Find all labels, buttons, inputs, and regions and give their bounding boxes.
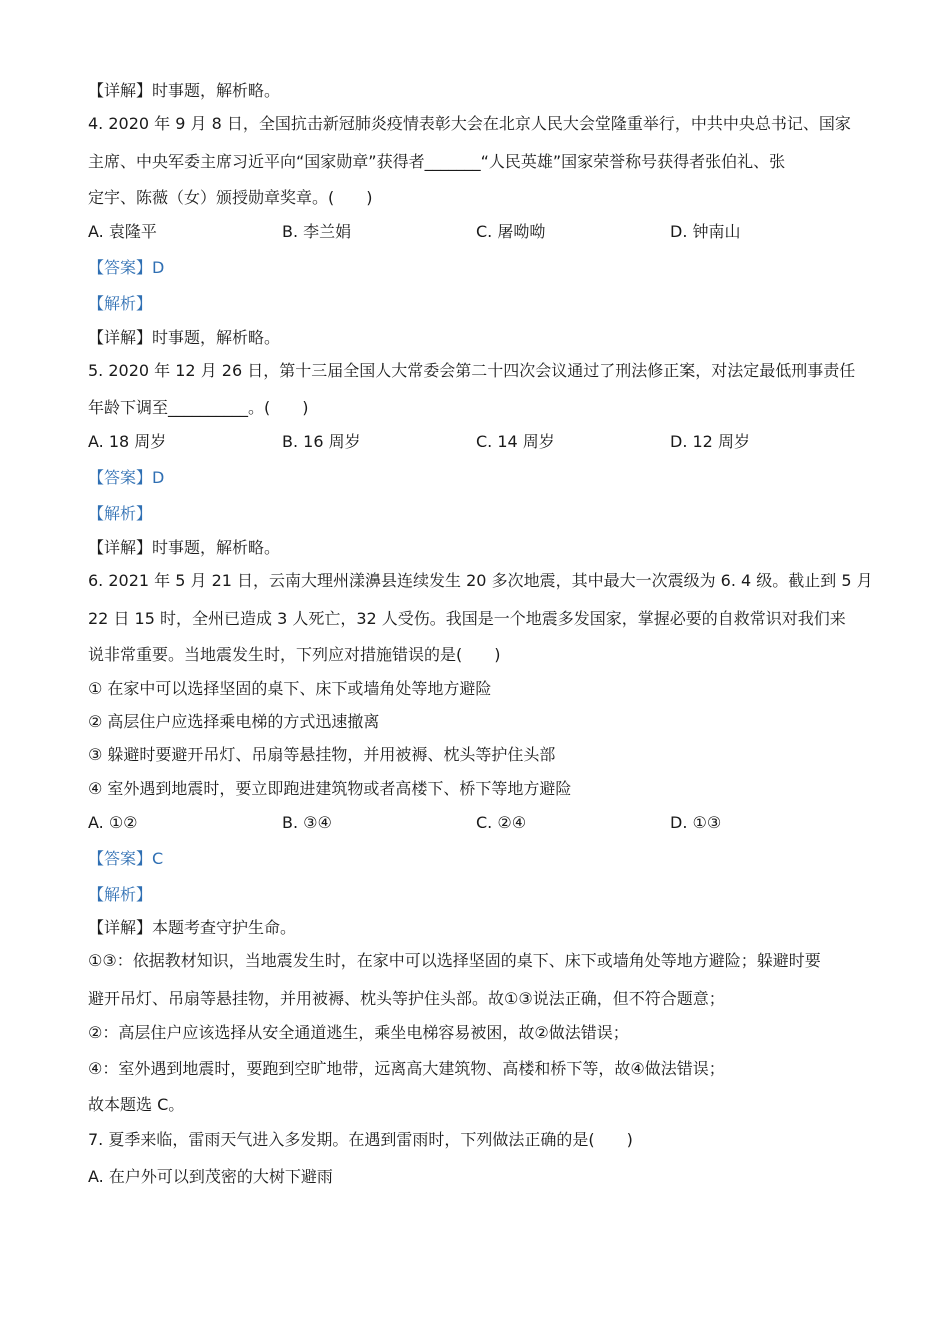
q6-item-3: ③ 躲避时要避开吊灯、吊扇等悬挂物，并用被褥、枕头等护住头部 [88,745,556,764]
q7-option-a: A. 在户外可以到茂密的大树下避雨 [88,1167,333,1186]
q5-options [88,432,868,452]
detail-top: 【详解】时事题，解析略。 [88,81,281,100]
q5-detail: 【详解】时事题，解析略。 [88,538,281,557]
q6-stem-line-2: 22 日 15 时，全州已造成 3 人死亡，32 人受伤。我国是一个地震多发国家，掌握必要的自救常识对我们来 [88,609,846,628]
q5-stem-line-2: 年龄下调至__________。( ) [88,398,309,417]
q5-analysis: 【解析】 [88,504,153,523]
q4-options [88,222,868,242]
q4-option-b: B. 李兰娟 [282,222,352,241]
q6-stem-line-1: 6. 2021 年 5 月 21 日，云南大理州漾濞县连续发生 20 多次地震，其中最大一次震级为 6. 4 级。截止到 5 月 [88,571,873,590]
q5-option-c: C. 14 周岁 [476,432,555,451]
q6-item-1: ① 在家中可以选择坚固的桌下、床下或墙角处等地方避险 [88,679,492,698]
q6-explanation-1: ①③：依据教材知识，当地震发生时，在家中可以选择坚固的桌下、床下或墙角处等地方避险；躲避时要 [88,951,821,970]
q6-explanation-3: ②：高层住户应该选择从安全通道逃生，乘坐电梯容易被困，故②做法错误； [88,1023,629,1042]
q6-option-a: A. ①② [88,813,138,832]
q6-item-2: ② 高层住户应选择乘电梯的方式迅速撤离 [88,712,380,731]
q6-explanation-2: 避开吊灯、吊扇等悬挂物，并用被褥、枕头等护住头部。故①③说法正确，但不符合题意； [88,989,725,1008]
q6-item-4: ④ 室外遇到地震时，要立即跑进建筑物或者高楼下、桥下等地方避险 [88,779,572,798]
q4-option-c: C. 屠呦呦 [476,222,546,241]
q5-option-b: B. 16 周岁 [282,432,361,451]
q6-option-b: B. ③④ [282,813,332,832]
q5-stem-line-1: 5. 2020 年 12 月 26 日，第十三届全国人大常委会第二十四次会议通过了刑法修正案，对法定最低刑事责任 [88,361,856,380]
q6-option-d: D. ①③ [670,813,722,832]
q6-option-c: C. ②④ [476,813,527,832]
q6-stem-line-3: 说非常重要。当地震发生时，下列应对措施错误的是( ) [88,645,501,664]
q6-detail: 【详解】本题考查守护生命。 [88,918,297,937]
q4-stem-line-2: 主席、中央军委主席习近平向“国家勋章”获得者_______“人民英雄”国家荣誉称号获得者张伯礼、张 [88,152,786,171]
q6-answer: 【答案】C [88,849,164,868]
q6-options [88,813,868,833]
q4-analysis: 【解析】 [88,294,153,313]
q4-option-d: D. 钟南山 [670,222,741,241]
q5-option-d: D. 12 周岁 [670,432,750,451]
q6-analysis: 【解析】 [88,885,153,904]
q4-detail: 【详解】时事题，解析略。 [88,328,281,347]
q5-option-a: A. 18 周岁 [88,432,167,451]
q5-answer: 【答案】D [88,468,165,487]
q6-explanation-4: ④：室外遇到地震时，要跑到空旷地带，远离高大建筑物、高楼和桥下等，故④做法错误； [88,1059,725,1078]
q6-explanation-5: 故本题选 C。 [88,1095,185,1114]
q4-stem-line-1: 4. 2020 年 9 月 8 日，全国抗击新冠肺炎疫情表彰大会在北京人民大会堂隆重举行，中共中央总书记、国家 [88,114,851,133]
q4-option-a: A. 袁隆平 [88,222,157,241]
q7-stem-line-1: 7. 夏季来临，雷雨天气进入多发期。在遇到雷雨时，下列做法正确的是( ) [88,1130,633,1149]
q4-stem-line-3: 定宇、陈薇（女）颁授勋章奖章。( ) [88,188,373,207]
q4-answer: 【答案】D [88,258,165,277]
